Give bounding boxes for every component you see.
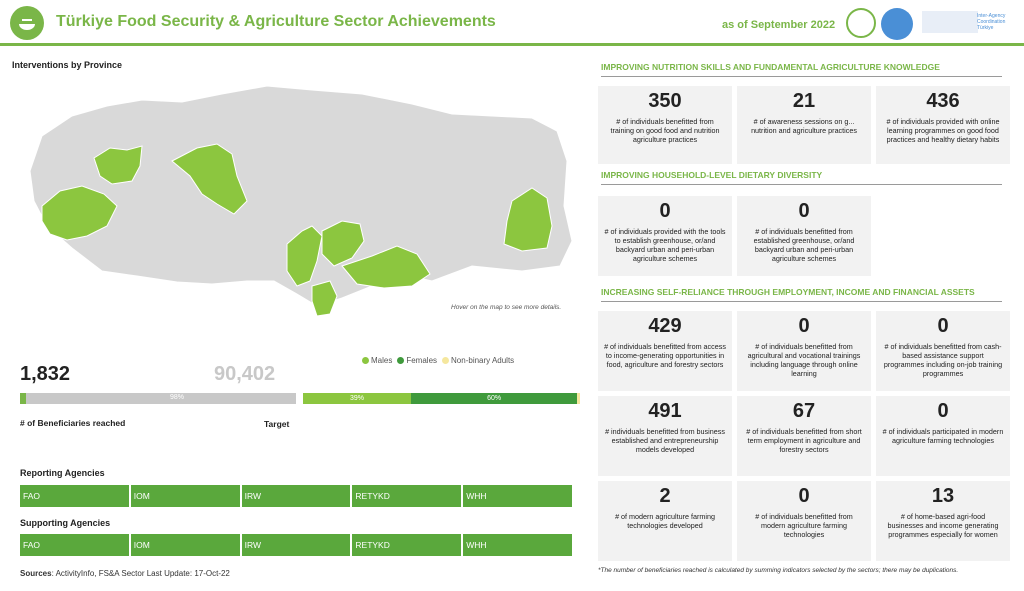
- kpi-card: 436 # of individuals provided with online learning programmes on good food practices and healthy dietary habits: [876, 86, 1010, 164]
- reporting-agencies-title: Reporting Agencies: [20, 468, 105, 478]
- beneficiaries-reached-value: 1,832: [20, 363, 71, 385]
- kpi-card: 429 # of individuals benefitted from access to income-generating opportunities in food, agriculture and forestry sectors: [598, 311, 732, 391]
- kpi-card: 0 # of individuals benefitted from cash-based assistance support programmes including on-job training programmes: [876, 311, 1010, 391]
- section-title-diversity: IMPROVING HOUSEHOLD-LEVEL DIETARY DIVERSITY: [601, 170, 1002, 185]
- beneficiaries-progress-fill: [20, 393, 26, 404]
- food-bowl-icon: [10, 6, 44, 40]
- inter-agency-text: Inter-Agency Coordination Türkiye: [977, 13, 1006, 31]
- nonbinary-segment[interactable]: [577, 393, 580, 404]
- gender-split-bar[interactable]: [303, 393, 580, 404]
- as-of-date: as of September 2022: [722, 19, 836, 31]
- gender-legend: [362, 356, 514, 365]
- inter-agency-logo-icon: [922, 11, 978, 33]
- reporting-agency[interactable]: FAO: [20, 485, 129, 507]
- beneficiaries-progress-bar: [20, 393, 296, 404]
- legend-item-nonbinary: Non-binary Adults: [442, 356, 514, 365]
- supporting-agency[interactable]: FAO: [20, 534, 129, 556]
- reporting-agency[interactable]: WHH: [463, 485, 572, 507]
- kpi-card: 0 # of individuals benefitted from established greenhouse, or/and backyard urban and peri-urban agriculture schemes: [737, 196, 871, 276]
- section-title-self-reliance: INCREASING SELF-RELIANCE THROUGH EMPLOYMENT, INCOME AND FINANCIAL ASSETS: [601, 287, 1002, 302]
- kpi-card: 0 # of individuals benefitted from agricultural and vocational trainings including language through online learning: [737, 311, 871, 391]
- reporting-agency[interactable]: IOM: [131, 485, 240, 507]
- reporting-agency[interactable]: IRW: [242, 485, 351, 507]
- sector-logo-icon: [846, 8, 876, 38]
- supporting-agency[interactable]: WHH: [463, 534, 572, 556]
- beneficiaries-label: # of Beneficiaries reached: [20, 418, 126, 428]
- kpi-card: 491 # individuals benefitted from business established and entrepreneurship models developed: [598, 396, 732, 476]
- header: [0, 0, 1024, 46]
- supporting-agencies-title: Supporting Agencies: [20, 518, 111, 528]
- kpi-card: 0 # of individuals participated in modern agriculture farming technologies: [876, 396, 1010, 476]
- males-segment[interactable]: 39%: [303, 393, 411, 404]
- females-segment[interactable]: 60%: [411, 393, 577, 404]
- supporting-agency[interactable]: IOM: [131, 534, 240, 556]
- supporting-agency[interactable]: RETYKD: [352, 534, 461, 556]
- kpi-card: 0 # of individuals provided with the tools to establish greenhouse, or/and backyard urban and peri-urban agriculture schemes: [598, 196, 732, 276]
- kpi-card: 21 # of awareness sessions on g... nutrition and agriculture practices: [737, 86, 871, 164]
- kpi-card: 350 # of individuals benefitted from training on good food and nutrition agriculture practices: [598, 86, 732, 164]
- supporting-agencies-row: [20, 534, 572, 556]
- section-title-nutrition: IMPROVING NUTRITION SKILLS AND FUNDAMENTAL AGRICULTURE KNOWLEDGE: [601, 62, 1002, 77]
- province-map[interactable]: [12, 76, 582, 318]
- page-title: Türkiye Food Security & Agriculture Sector Achievements: [56, 13, 496, 30]
- kpi-card: 67 # of individuals benefitted from short term employment in agriculture and forestry sectors: [737, 396, 871, 476]
- map-hint: Hover on the map to see more details.: [451, 304, 562, 311]
- kpi-card: 2 # of modern agriculture farming technologies developed: [598, 481, 732, 561]
- kpi-card: 13 # of home-based agri-food businesses and income generating programmes especially for women: [876, 481, 1010, 561]
- reporting-agency[interactable]: RETYKD: [352, 485, 461, 507]
- sources-line: Sources: ActivityInfo, FS&A Sector Last Update: 17-Oct-22: [20, 569, 230, 578]
- map-title: Interventions by Province: [12, 60, 123, 70]
- supporting-agency[interactable]: IRW: [242, 534, 351, 556]
- target-label: Target: [264, 419, 290, 429]
- remaining-percent: 98%: [170, 394, 185, 401]
- reporting-agencies-row: [20, 485, 572, 507]
- un-logo-icon: [881, 8, 913, 40]
- kpi-card: 0 # of individuals benefitted from modern agriculture farming technologies: [737, 481, 871, 561]
- target-value: 90,402: [214, 363, 276, 385]
- legend-item-females: Females: [397, 356, 437, 365]
- legend-item-males: Males: [362, 356, 392, 365]
- footnote: *The number of beneficiaries reached is calculated by summing indicators selected by the sectors; there may be duplications.: [598, 567, 959, 574]
